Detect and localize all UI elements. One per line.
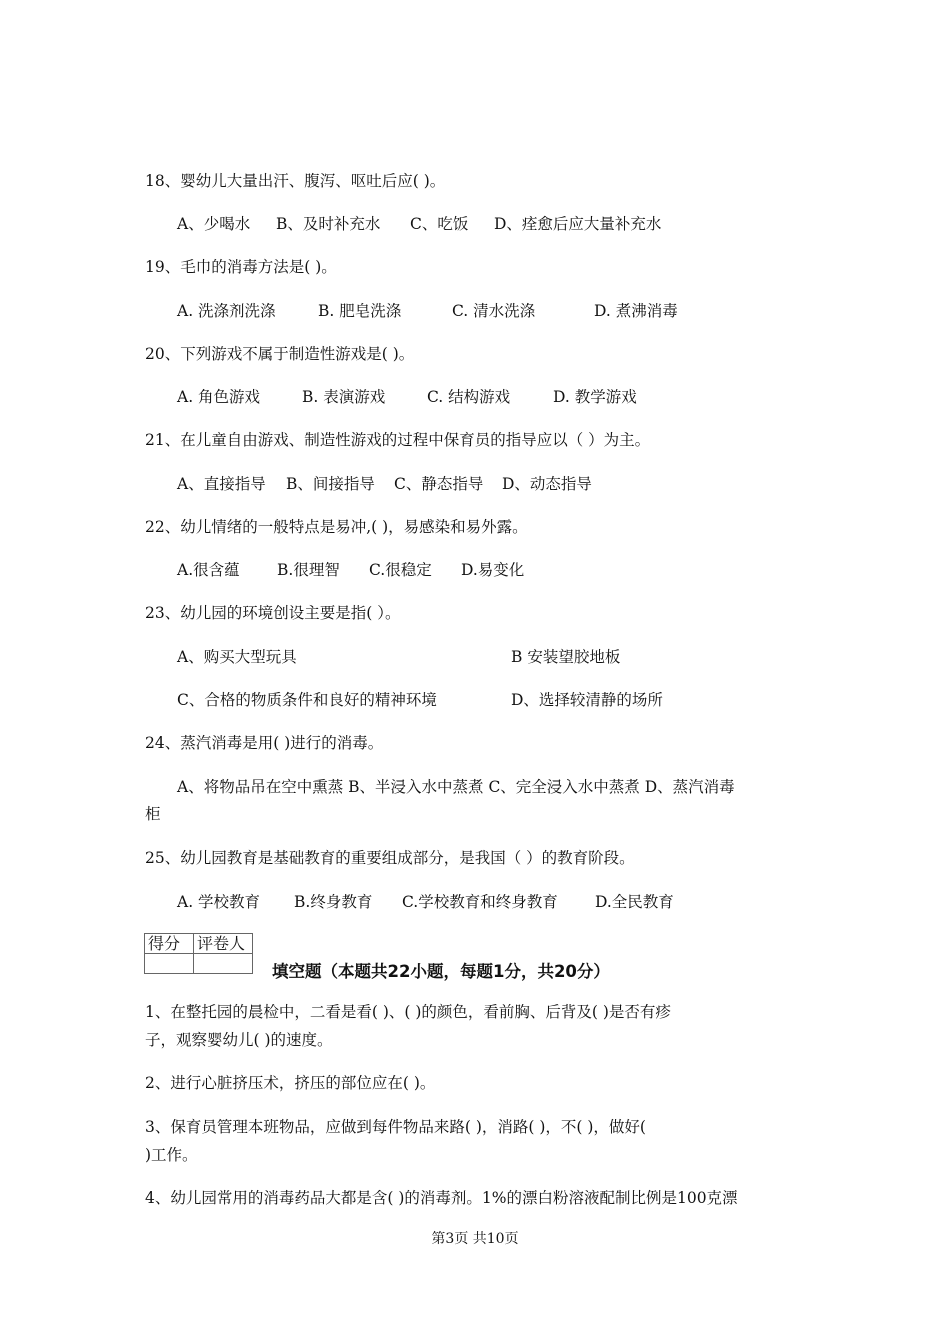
- q19-stem: 19、毛巾的消毒方法是( )。: [145, 258, 337, 276]
- grader-cell[interactable]: [194, 954, 253, 974]
- q23-stem: 23、幼儿园的环境创设主要是指( ）。: [145, 604, 401, 622]
- q23-option-c: C、合格的物质条件和良好的精神环境: [177, 691, 437, 709]
- q18-stem: 18、婴幼儿大量出汗、腹泻、呕吐后应( )。: [145, 172, 446, 190]
- score-cell[interactable]: [145, 954, 194, 974]
- q25-option-b: B.终身教育: [294, 893, 373, 911]
- q23-option-b: B 安装望胶地板: [511, 648, 621, 666]
- q25-option-c: C.学校教育和终身教育: [402, 893, 558, 911]
- q22-option-d: D.易变化: [461, 561, 525, 579]
- q20-option-b: B. 表演游戏: [302, 388, 386, 406]
- score-header: 得分: [145, 934, 194, 954]
- score-table: [144, 933, 253, 974]
- fill-q3-line1: 3、保育员管理本班物品，应做到每件物品来路( )，消路( )，不( )，做好(: [145, 1118, 646, 1136]
- q24-options: A、将物品吊在空中熏蒸 B、半浸入水中蒸煮 C、完全浸入水中蒸煮 D、蒸汽消毒: [177, 778, 735, 796]
- q21-stem: 21、在儿童自由游戏、制造性游戏的过程中保育员的指导应以（ ）为主。: [145, 431, 651, 449]
- q22-stem: 22、幼儿情绪的一般特点是易冲,( )，易感染和易外露。: [145, 518, 528, 536]
- q21-option-b: B、间接指导: [286, 475, 375, 493]
- q24-stem: 24、蒸汽消毒是用( )进行的消毒。: [145, 734, 384, 752]
- q22-option-c: C.很稳定: [369, 561, 432, 579]
- q21-option-a: A、直接指导: [177, 475, 266, 493]
- q25-option-a: A. 学校教育: [177, 893, 261, 911]
- q21-option-c: C、静态指导: [394, 475, 484, 493]
- q20-option-c: C. 结构游戏: [427, 388, 511, 406]
- q19-option-b: B. 肥皂洗涤: [318, 302, 402, 320]
- q25-option-d: D.全民教育: [595, 893, 674, 911]
- q21-option-d: D、动态指导: [502, 475, 592, 493]
- q25-stem: 25、幼儿园教育是基础教育的重要组成部分，是我国（ ）的教育阶段。: [145, 849, 635, 867]
- page-number: 第3页 共10页: [431, 1231, 519, 1247]
- q22-option-b: B.很理智: [277, 561, 340, 579]
- q20-stem: 20、下列游戏不属于制造性游戏是( )。: [145, 345, 415, 363]
- q19-option-d: D. 煮沸消毒: [594, 302, 678, 320]
- q20-option-d: D. 教学游戏: [553, 388, 637, 406]
- q23-option-d: D、选择较清静的场所: [511, 691, 663, 709]
- fill-q4: 4、幼儿园常用的消毒药品大都是含( )的消毒剂。1%的漂白粉溶液配制比例是100克漂: [145, 1189, 738, 1207]
- fill-q1-line1: 1、在整托园的晨检中，二看是看( )、( )的颜色，看前胸、后背及( )是否有疹: [145, 1003, 671, 1021]
- q22-option-a: A.很含蕴: [177, 561, 240, 579]
- q19-option-c: C. 清水洗涤: [452, 302, 536, 320]
- q24-options-continuation: 柜: [145, 805, 161, 823]
- q19-option-a: A. 洗涤剂洗涤: [177, 302, 276, 320]
- q18-option-d: D、痊愈后应大量补充水: [494, 215, 662, 233]
- section-title: 填空题（本题共22小题，每题1分，共20分）: [272, 962, 610, 981]
- fill-q2: 2、进行心脏挤压术，挤压的部位应在( )。: [145, 1074, 436, 1092]
- q18-option-a: A、少喝水: [177, 215, 251, 233]
- q23-option-a: A、购买大型玩具: [177, 648, 297, 666]
- q20-option-a: A. 角色游戏: [177, 388, 261, 406]
- grader-header: 评卷人: [194, 934, 253, 954]
- fill-q3-line2: )工作。: [145, 1146, 198, 1164]
- q18-option-b: B、及时补充水: [276, 215, 381, 233]
- fill-q1-line2: 子，观察婴幼儿( )的速度。: [145, 1031, 333, 1049]
- q18-option-c: C、吃饭: [410, 215, 469, 233]
